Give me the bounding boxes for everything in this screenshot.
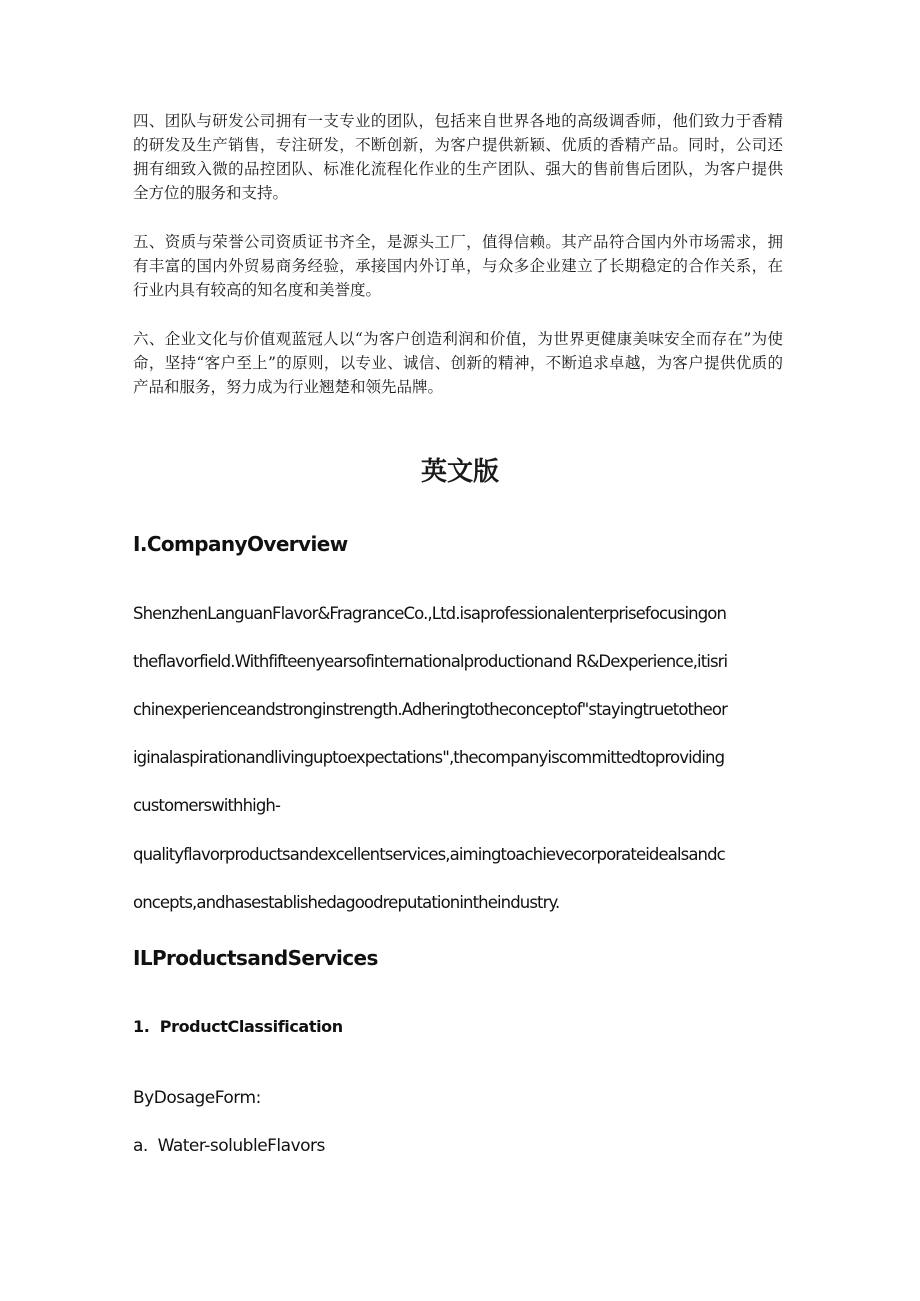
cn-paragraph-team-rd: 四、团队与研发公司拥有一支专业的团队，包括来自世界各地的高级调香师，他们致力于香精的研发及生产销售，专注研发，不断创新，为客户提供新颖、优质的香精产品。同时，公司还拥有细致入微的品控团队、标准化流程化作业的生产团队、强大的售前售后团队，为客户提供全方位的服务和支持。 <box>133 112 783 202</box>
overview-line-6: qualityflavorproductsandexcellentservices,aimingtoachievecorporateidealsandc <box>133 845 725 864</box>
cn-paragraph-culture-values: 六、企业文化与价值观蓝冠人以“为客户创造利润和价值，为世界更健康美味安全而存在”为使命，坚持“客户至上”的原则，以专业、诚信、创新的精神，不断追求卓越，为客户提供优质的产品和服务，努力成为行业翘楚和领先品牌。 <box>133 330 783 396</box>
english-version-title: 英文版 <box>420 457 499 487</box>
section-heading-products-services: ILProductsandServices <box>133 946 378 970</box>
overview-line-1: ShenzhenLanguanFlavor&FragranceCo.,Ltd.isaprofessionalenterprisefocusingon <box>133 604 727 623</box>
overview-line-7: oncepts,andhasestablishedagoodreputationintheindustry. <box>133 893 560 912</box>
overview-line-3: chinexperienceandstronginstrength.Adheringtotheconceptof"stayingtruetotheor <box>133 700 728 719</box>
section-heading-company-overview: I.CompanyOverview <box>133 532 348 556</box>
overview-line-2: theflavorfield.Withfifteenyearsofinternationalproductionand R&Dexperience,itisri <box>133 652 728 671</box>
list-item-water-soluble-flavors: a. Water-solubleFlavors <box>133 1136 325 1156</box>
cn-paragraph-qualifications: 五、资质与荣誉公司资质证书齐全，是源头工厂，值得信赖。其产品符合国内外市场需求，拥有丰富的国内外贸易商务经验，承接国内外订单，与众多企业建立了长期稳定的合作关系，在行业内具有较高的知名度和美誉度。 <box>133 233 783 299</box>
overview-line-5: customerswithhigh- <box>133 796 281 815</box>
subsection-heading-product-classification: 1. ProductClassification <box>133 1017 343 1036</box>
by-dosage-form-label: ByDosageForm: <box>133 1088 261 1108</box>
overview-line-4: iginalaspirationandlivinguptoexpectations",thecompanyiscommittedtoproviding <box>133 748 725 767</box>
